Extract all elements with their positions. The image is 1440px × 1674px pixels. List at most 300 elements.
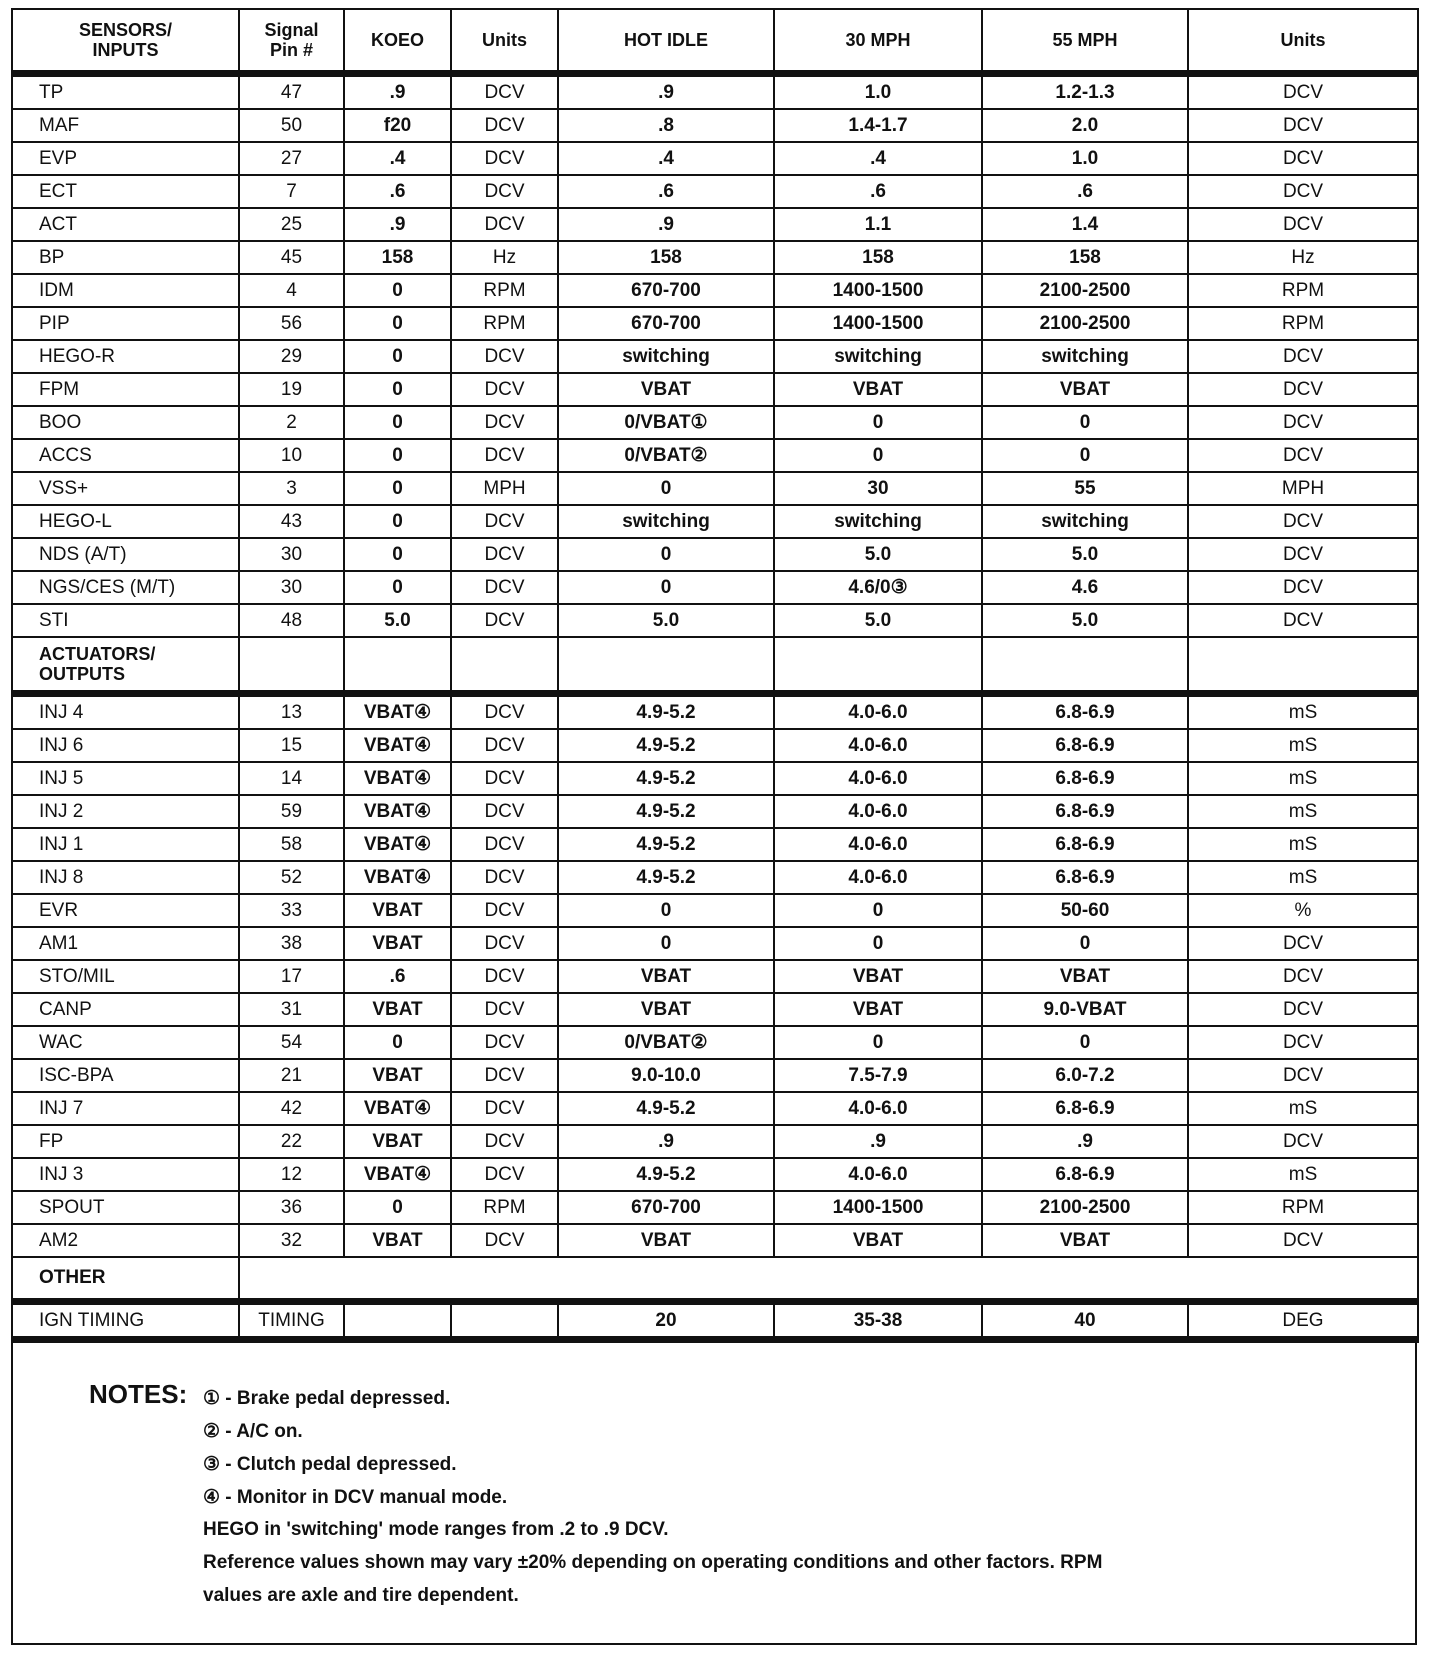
- cell-value: VBAT: [558, 960, 774, 993]
- cell-value: DCV: [451, 861, 558, 894]
- table-row: [12, 604, 1418, 637]
- cell-value: DCV: [451, 927, 558, 960]
- cell-value: TIMING: [239, 1302, 344, 1340]
- cell-value: 6.8-6.9: [982, 828, 1188, 861]
- cell-value: DCV: [1188, 439, 1418, 472]
- section-header-row: [12, 637, 1418, 694]
- cell-value: 43: [239, 505, 344, 538]
- cell-value: 6.8-6.9: [982, 1092, 1188, 1125]
- cell-value: Hz: [1188, 241, 1418, 274]
- notes-label: NOTES:: [89, 1379, 188, 1409]
- cell-value: switching: [982, 340, 1188, 373]
- signal-name: NGS/CES (M/T): [12, 571, 239, 604]
- cell-value: switching: [558, 505, 774, 538]
- cell-value: 2100-2500: [982, 307, 1188, 340]
- cell-value: 6.8-6.9: [982, 795, 1188, 828]
- cell-value: 50-60: [982, 894, 1188, 927]
- signal-name: IGN TIMING: [12, 1302, 239, 1340]
- cell-value: 0: [558, 894, 774, 927]
- cell-value: 4.9-5.2: [558, 828, 774, 861]
- table-row: [12, 571, 1418, 604]
- cell-value: 14: [239, 762, 344, 795]
- cell-value: DCV: [451, 993, 558, 1026]
- cell-value: VBAT④: [344, 795, 451, 828]
- empty-cell: [774, 637, 982, 694]
- table-row: [12, 307, 1418, 340]
- signal-name: TP: [12, 74, 239, 110]
- signal-name: INJ 1: [12, 828, 239, 861]
- empty-cell: [239, 1257, 1418, 1302]
- cell-value: 158: [982, 241, 1188, 274]
- cell-value: mS: [1188, 1158, 1418, 1191]
- cell-value: 4.0-6.0: [774, 694, 982, 730]
- cell-value: 0/VBAT②: [558, 1026, 774, 1059]
- cell-value: DCV: [451, 729, 558, 762]
- cell-value: 54: [239, 1026, 344, 1059]
- column-header: KOEO: [344, 9, 451, 74]
- cell-value: 4.0-6.0: [774, 729, 982, 762]
- cell-value: 5.0: [558, 604, 774, 637]
- signal-name: HEGO-L: [12, 505, 239, 538]
- cell-value: DCV: [1188, 1059, 1418, 1092]
- cell-value: .9: [558, 74, 774, 110]
- signal-name: WAC: [12, 1026, 239, 1059]
- cell-value: 22: [239, 1125, 344, 1158]
- cell-value: RPM: [451, 274, 558, 307]
- cell-value: 4.6/0③: [774, 571, 982, 604]
- note-line: values are axle and tire dependent.: [203, 1585, 519, 1606]
- table-row: [12, 960, 1418, 993]
- cell-value: VBAT: [344, 1059, 451, 1092]
- cell-value: 27: [239, 142, 344, 175]
- column-header: Signal Pin #: [239, 9, 344, 74]
- table-row: [12, 1092, 1418, 1125]
- cell-value: 4.9-5.2: [558, 1158, 774, 1191]
- signal-name: FP: [12, 1125, 239, 1158]
- cell-value: DCV: [451, 505, 558, 538]
- cell-value: 5.0: [344, 604, 451, 637]
- empty-cell: [558, 637, 774, 694]
- cell-value: 50: [239, 109, 344, 142]
- cell-value: [451, 1302, 558, 1340]
- note-line: ① - Brake pedal depressed.: [203, 1388, 451, 1409]
- table-row: [12, 1026, 1418, 1059]
- cell-value: 33: [239, 894, 344, 927]
- cell-value: .4: [344, 142, 451, 175]
- table-row: [12, 406, 1418, 439]
- cell-value: Hz: [451, 241, 558, 274]
- cell-value: mS: [1188, 1092, 1418, 1125]
- cell-value: VBAT④: [344, 1158, 451, 1191]
- cell-value: DCV: [1188, 142, 1418, 175]
- cell-value: 25: [239, 208, 344, 241]
- cell-value: 4.9-5.2: [558, 729, 774, 762]
- cell-value: 55: [982, 472, 1188, 505]
- cell-value: 4.9-5.2: [558, 861, 774, 894]
- signal-name: SPOUT: [12, 1191, 239, 1224]
- cell-value: 0: [774, 894, 982, 927]
- table-row: [12, 241, 1418, 274]
- cell-value: 4.0-6.0: [774, 762, 982, 795]
- cell-value: 1.0: [774, 74, 982, 110]
- cell-value: 0: [558, 472, 774, 505]
- cell-value: DCV: [1188, 505, 1418, 538]
- cell-value: 5.0: [774, 538, 982, 571]
- signal-name: PIP: [12, 307, 239, 340]
- cell-value: 0: [344, 571, 451, 604]
- cell-value: .6: [558, 175, 774, 208]
- cell-value: 0: [344, 538, 451, 571]
- cell-value: RPM: [451, 1191, 558, 1224]
- cell-value: 6.8-6.9: [982, 762, 1188, 795]
- cell-value: 30: [774, 472, 982, 505]
- signal-name: ISC-BPA: [12, 1059, 239, 1092]
- cell-value: 0: [774, 927, 982, 960]
- signal-name: ECT: [12, 175, 239, 208]
- cell-value: switching: [982, 505, 1188, 538]
- empty-cell: [239, 637, 344, 694]
- cell-value: VBAT: [344, 894, 451, 927]
- cell-value: VBAT: [344, 1224, 451, 1257]
- signal-name: INJ 4: [12, 694, 239, 730]
- cell-value: VBAT: [344, 993, 451, 1026]
- cell-value: DCV: [1188, 109, 1418, 142]
- cell-value: .6: [774, 175, 982, 208]
- signal-name: NDS (A/T): [12, 538, 239, 571]
- cell-value: VBAT: [982, 960, 1188, 993]
- cell-value: DCV: [1188, 406, 1418, 439]
- cell-value: 0: [344, 1026, 451, 1059]
- cell-value: 6.8-6.9: [982, 694, 1188, 730]
- cell-value: 0: [344, 1191, 451, 1224]
- signal-name: BOO: [12, 406, 239, 439]
- cell-value: .9: [558, 208, 774, 241]
- cell-value: 48: [239, 604, 344, 637]
- cell-value: 21: [239, 1059, 344, 1092]
- cell-value: VBAT: [774, 993, 982, 1026]
- cell-value: 0: [558, 538, 774, 571]
- cell-value: 4.9-5.2: [558, 1092, 774, 1125]
- cell-value: DCV: [1188, 1026, 1418, 1059]
- cell-value: 2100-2500: [982, 1191, 1188, 1224]
- cell-value: 1400-1500: [774, 274, 982, 307]
- cell-value: DCV: [1188, 1224, 1418, 1257]
- header-row: [12, 9, 1418, 74]
- signal-name: ACCS: [12, 439, 239, 472]
- cell-value: DCV: [451, 406, 558, 439]
- cell-value: 52: [239, 861, 344, 894]
- cell-value: 0: [344, 373, 451, 406]
- reference-values-sheet: [11, 8, 1417, 1645]
- cell-value: VBAT: [982, 373, 1188, 406]
- table-row: [12, 1302, 1418, 1340]
- cell-value: DCV: [451, 1158, 558, 1191]
- cell-value: mS: [1188, 795, 1418, 828]
- cell-value: mS: [1188, 828, 1418, 861]
- empty-cell: [344, 637, 451, 694]
- table-row: [12, 1224, 1418, 1257]
- cell-value: DCV: [1188, 1125, 1418, 1158]
- cell-value: VBAT④: [344, 1092, 451, 1125]
- cell-value: DCV: [1188, 993, 1418, 1026]
- table-row: [12, 1191, 1418, 1224]
- cell-value: VBAT: [982, 1224, 1188, 1257]
- table-row: [12, 729, 1418, 762]
- cell-value: 20: [558, 1302, 774, 1340]
- signal-name: INJ 3: [12, 1158, 239, 1191]
- table-row: [12, 828, 1418, 861]
- cell-value: mS: [1188, 729, 1418, 762]
- signal-name: INJ 7: [12, 1092, 239, 1125]
- cell-value: RPM: [1188, 1191, 1418, 1224]
- cell-value: 0: [774, 406, 982, 439]
- notes-section: [11, 1343, 1417, 1645]
- cell-value: DCV: [1188, 373, 1418, 406]
- cell-value: 0: [774, 439, 982, 472]
- cell-value: 1400-1500: [774, 307, 982, 340]
- column-header: SENSORS/ INPUTS: [12, 9, 239, 74]
- cell-value: 17: [239, 960, 344, 993]
- cell-value: DCV: [451, 1059, 558, 1092]
- cell-value: 31: [239, 993, 344, 1026]
- cell-value: 0: [558, 571, 774, 604]
- cell-value: 0: [982, 927, 1188, 960]
- cell-value: 0: [982, 1026, 1188, 1059]
- signal-name: CANP: [12, 993, 239, 1026]
- cell-value: 0: [344, 274, 451, 307]
- cell-value: VBAT④: [344, 861, 451, 894]
- cell-value: 158: [344, 241, 451, 274]
- table-row: [12, 1158, 1418, 1191]
- cell-value: DCV: [451, 208, 558, 241]
- cell-value: DCV: [451, 74, 558, 110]
- cell-value: DCV: [1188, 538, 1418, 571]
- cell-value: 7: [239, 175, 344, 208]
- cell-value: DCV: [451, 1125, 558, 1158]
- cell-value: .8: [558, 109, 774, 142]
- cell-value: 0: [344, 307, 451, 340]
- cell-value: VBAT: [558, 1224, 774, 1257]
- cell-value: VBAT④: [344, 694, 451, 730]
- table-row: [12, 993, 1418, 1026]
- cell-value: 1400-1500: [774, 1191, 982, 1224]
- cell-value: 0: [344, 406, 451, 439]
- column-header: Units: [1188, 9, 1418, 74]
- table-row: [12, 439, 1418, 472]
- table-row: [12, 927, 1418, 960]
- table-row: [12, 109, 1418, 142]
- cell-value: .9: [344, 208, 451, 241]
- cell-value: 30: [239, 538, 344, 571]
- cell-value: DCV: [1188, 571, 1418, 604]
- cell-value: 0/VBAT②: [558, 439, 774, 472]
- signal-name: ACT: [12, 208, 239, 241]
- cell-value: RPM: [451, 307, 558, 340]
- cell-value: 2.0: [982, 109, 1188, 142]
- cell-value: 0: [982, 406, 1188, 439]
- cell-value: 6.0-7.2: [982, 1059, 1188, 1092]
- cell-value: .4: [774, 142, 982, 175]
- cell-value: 4.0-6.0: [774, 828, 982, 861]
- table-row: [12, 894, 1418, 927]
- cell-value: RPM: [1188, 274, 1418, 307]
- signal-name: BP: [12, 241, 239, 274]
- empty-cell: [982, 637, 1188, 694]
- cell-value: .9: [558, 1125, 774, 1158]
- cell-value: .9: [774, 1125, 982, 1158]
- cell-value: 158: [558, 241, 774, 274]
- cell-value: 0: [344, 439, 451, 472]
- cell-value: 30: [239, 571, 344, 604]
- section-header-row: [12, 1257, 1418, 1302]
- cell-value: 6.8-6.9: [982, 729, 1188, 762]
- cell-value: DCV: [1188, 960, 1418, 993]
- column-header: 55 MPH: [982, 9, 1188, 74]
- cell-value: DCV: [451, 439, 558, 472]
- cell-value: DCV: [1188, 340, 1418, 373]
- cell-value: 42: [239, 1092, 344, 1125]
- signal-name: INJ 8: [12, 861, 239, 894]
- cell-value: MPH: [1188, 472, 1418, 505]
- cell-value: VBAT: [344, 1125, 451, 1158]
- cell-value: VBAT④: [344, 828, 451, 861]
- cell-value: 10: [239, 439, 344, 472]
- note-line: ③ - Clutch pedal depressed.: [203, 1454, 457, 1475]
- cell-value: DCV: [1188, 604, 1418, 637]
- cell-value: switching: [774, 505, 982, 538]
- cell-value: 4.9-5.2: [558, 694, 774, 730]
- table-row: [12, 1059, 1418, 1092]
- empty-cell: [451, 637, 558, 694]
- table-row: [12, 1125, 1418, 1158]
- cell-value: VBAT④: [344, 762, 451, 795]
- cell-value: 158: [774, 241, 982, 274]
- cell-value: 35-38: [774, 1302, 982, 1340]
- cell-value: 4.0-6.0: [774, 795, 982, 828]
- section-label: ACTUATORS/ OUTPUTS: [12, 637, 239, 694]
- table-row: [12, 175, 1418, 208]
- cell-value: switching: [558, 340, 774, 373]
- cell-value: DCV: [451, 828, 558, 861]
- signal-name: IDM: [12, 274, 239, 307]
- column-header: HOT IDLE: [558, 9, 774, 74]
- table-row: [12, 505, 1418, 538]
- cell-value: 32: [239, 1224, 344, 1257]
- cell-value: VBAT: [774, 1224, 982, 1257]
- cell-value: 1.4-1.7: [774, 109, 982, 142]
- table-row: [12, 274, 1418, 307]
- cell-value: 59: [239, 795, 344, 828]
- cell-value: DCV: [1188, 175, 1418, 208]
- table-row: [12, 472, 1418, 505]
- note-line: Reference values shown may vary ±20% depending on operating conditions and other factors. RPM: [203, 1552, 1103, 1573]
- cell-value: 4.0-6.0: [774, 1158, 982, 1191]
- cell-value: DCV: [451, 373, 558, 406]
- table-row: [12, 795, 1418, 828]
- signal-name: MAF: [12, 109, 239, 142]
- column-header: Units: [451, 9, 558, 74]
- signal-name: INJ 6: [12, 729, 239, 762]
- cell-value: 9.0-VBAT: [982, 993, 1188, 1026]
- signal-name: STO/MIL: [12, 960, 239, 993]
- cell-value: RPM: [1188, 307, 1418, 340]
- cell-value: 45: [239, 241, 344, 274]
- cell-value: 6.8-6.9: [982, 1158, 1188, 1191]
- cell-value: 5.0: [774, 604, 982, 637]
- signal-name: EVP: [12, 142, 239, 175]
- cell-value: 0: [344, 472, 451, 505]
- cell-value: DCV: [451, 604, 558, 637]
- cell-value: DCV: [451, 109, 558, 142]
- cell-value: VBAT④: [344, 729, 451, 762]
- cell-value: DCV: [451, 795, 558, 828]
- cell-value: mS: [1188, 861, 1418, 894]
- cell-value: DCV: [451, 1026, 558, 1059]
- cell-value: 1.2-1.3: [982, 74, 1188, 110]
- cell-value: 3: [239, 472, 344, 505]
- cell-value: MPH: [451, 472, 558, 505]
- signal-name: VSS+: [12, 472, 239, 505]
- cell-value: 4.0-6.0: [774, 861, 982, 894]
- cell-value: DCV: [451, 960, 558, 993]
- cell-value: 19: [239, 373, 344, 406]
- signal-name: INJ 5: [12, 762, 239, 795]
- cell-value: VBAT: [558, 373, 774, 406]
- table-row: [12, 538, 1418, 571]
- table-row: [12, 861, 1418, 894]
- cell-value: 7.5-7.9: [774, 1059, 982, 1092]
- table-row: [12, 142, 1418, 175]
- cell-value: DCV: [1188, 74, 1418, 110]
- cell-value: VBAT: [774, 373, 982, 406]
- cell-value: 4.9-5.2: [558, 795, 774, 828]
- column-header: 30 MPH: [774, 9, 982, 74]
- cell-value: .6: [344, 960, 451, 993]
- cell-value: 0: [344, 505, 451, 538]
- cell-value: DCV: [451, 694, 558, 730]
- signal-name: AM1: [12, 927, 239, 960]
- signal-name: FPM: [12, 373, 239, 406]
- cell-value: 47: [239, 74, 344, 110]
- table-row: [12, 762, 1418, 795]
- cell-value: 40: [982, 1302, 1188, 1340]
- cell-value: 36: [239, 1191, 344, 1224]
- signal-name: STI: [12, 604, 239, 637]
- cell-value: 13: [239, 694, 344, 730]
- cell-value: 1.4: [982, 208, 1188, 241]
- cell-value: DEG: [1188, 1302, 1418, 1340]
- cell-value: 5.0: [982, 604, 1188, 637]
- cell-value: 1.0: [982, 142, 1188, 175]
- cell-value: .9: [982, 1125, 1188, 1158]
- cell-value: DCV: [451, 1224, 558, 1257]
- cell-value: VBAT: [774, 960, 982, 993]
- signal-name: INJ 2: [12, 795, 239, 828]
- cell-value: 38: [239, 927, 344, 960]
- signal-name: EVR: [12, 894, 239, 927]
- cell-value: 670-700: [558, 1191, 774, 1224]
- cell-value: 4: [239, 274, 344, 307]
- cell-value: DCV: [451, 571, 558, 604]
- cell-value: 15: [239, 729, 344, 762]
- table-row: [12, 74, 1418, 110]
- cell-value: .9: [344, 74, 451, 110]
- cell-value: 6.8-6.9: [982, 861, 1188, 894]
- cell-value: 4.6: [982, 571, 1188, 604]
- cell-value: 29: [239, 340, 344, 373]
- cell-value: DCV: [451, 762, 558, 795]
- cell-value: 670-700: [558, 307, 774, 340]
